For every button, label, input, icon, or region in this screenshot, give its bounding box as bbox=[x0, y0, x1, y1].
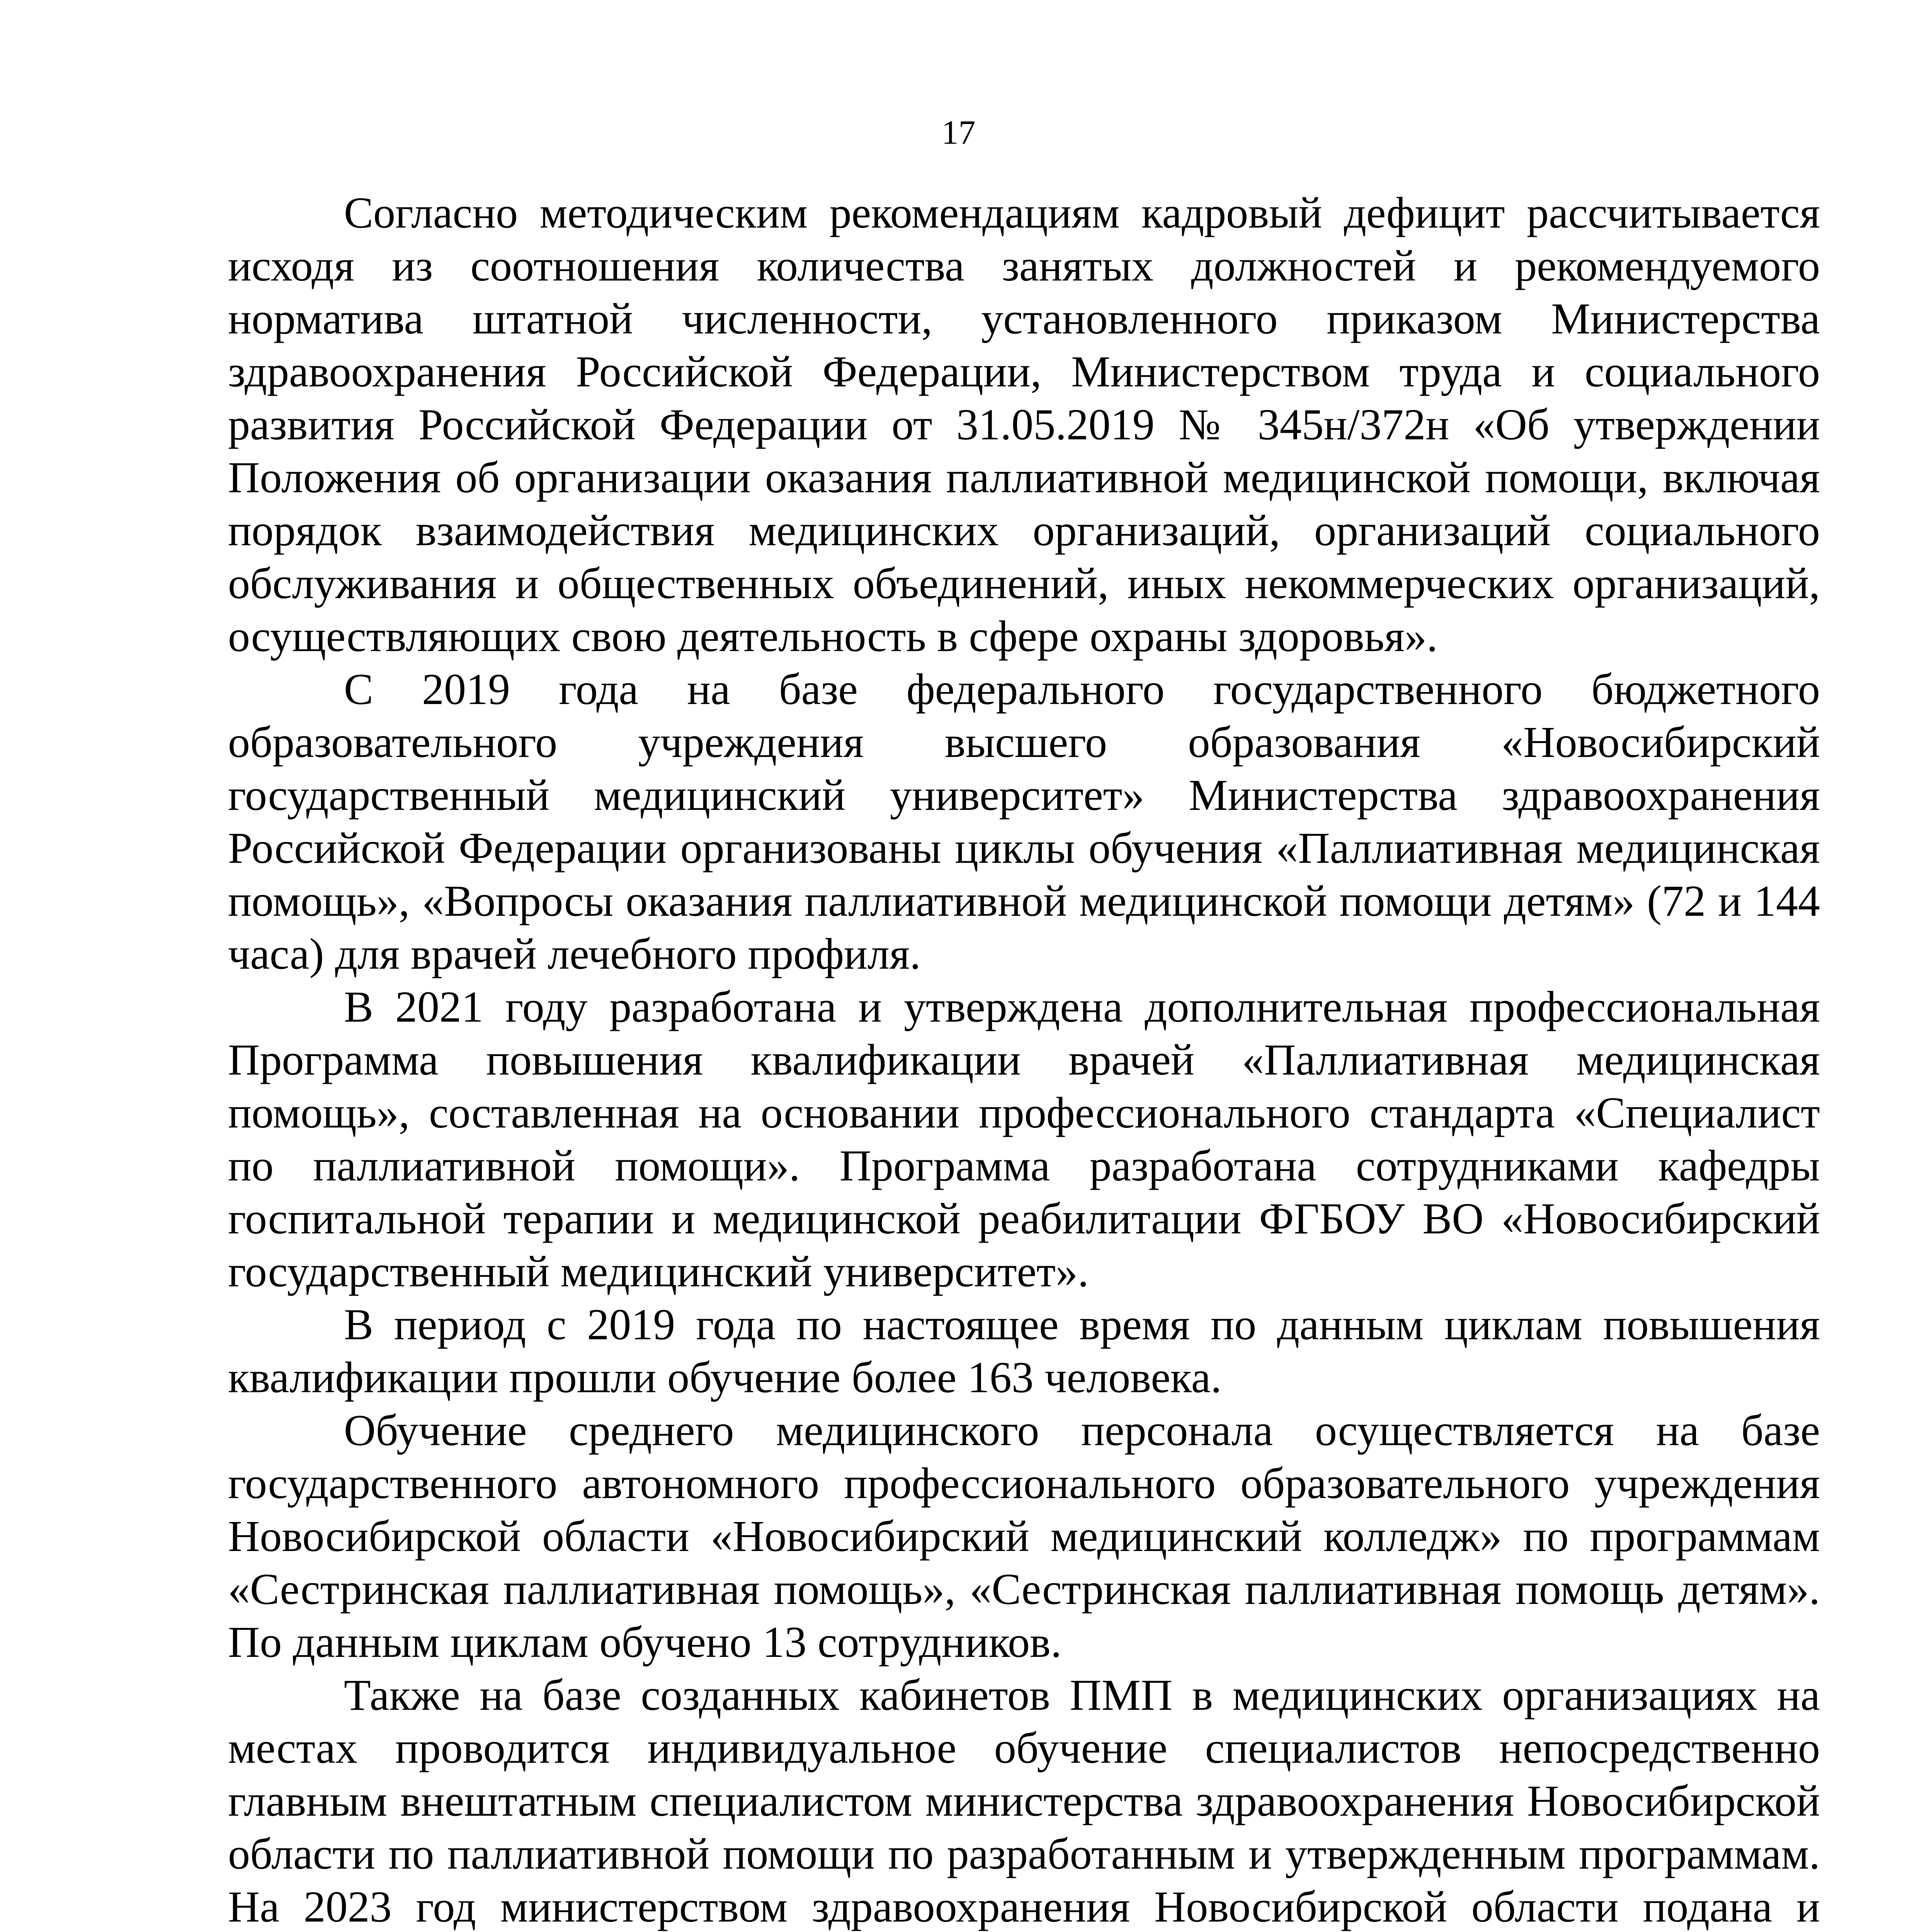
paragraph-trained-count: В период с 2019 года по настоящее время по данным циклам повышения квалификации прошли обучение более 163 человека. bbox=[228, 1300, 1820, 1402]
paragraph-staff-deficit: Согласно методическим рекомендациям кадровый дефицит рассчитывается исходя из соотношения количества занятых должностей и рекомендуемого норматива штатной численности, установленного приказом Министерства здравоохранения Российской Федерации, Министерством труда и социального развития Российской Федерации от 31.05.2019 № 345н/372н «Об утверждении Положения об организации оказания паллиативной медицинской помощи, включая порядок взаимодействия медицинских организаций, организаций социального обслуживания и общественных объединений, иных некоммерческих организаций, осуществляющих свою деятельность в сфере охраны здоровья». bbox=[228, 188, 1820, 661]
body-text bbox=[228, 186, 1820, 1932]
paragraph-nursing-training: Обучение среднего медицинского персонала осуществляется на базе государственного автономного профессионального образовательного учреждения Новосибирской области «Новосибирский медицинский колледж» по программам «Сестринская паллиативная помощь», «Сестринская паллиативная помощь детям». По данным циклам обучено 13 сотрудников. bbox=[228, 1406, 1820, 1667]
page-number: 17 bbox=[941, 114, 976, 151]
paragraph-program-2021: В 2021 году разработана и утверждена дополнительная профессиональная Программа повышения квалификации врачей «Паллиативная медицинская помощь», составленная на основании профессионального стандарта «Специалист по паллиативной помощи». Программа разработана сотрудниками кафедры госпитальной терапии и медицинской реабилитации ФГБОУ ВО «Новосибирский государственный медицинский университет». bbox=[228, 982, 1820, 1296]
paragraph-university-training: С 2019 года на базе федерального государственного бюджетного образовательного учреждения высшего образования «Новосибирский государственный медицинский университет» Министерства здравоохранения Российской Федерации организованы циклы обучения «Паллиативная медицинская помощь», «Вопросы оказания паллиативной медицинской помощи детям» (72 и 144 часа) для врачей лечебного профиля. bbox=[228, 665, 1820, 978]
paragraph-individual-training: Также на базе созданных кабинетов ПМП в медицинских организациях на местах проводится индивидуальное обучение специалистов непосредственно главным внештатным специалистом министерства здравоохранения Новосибирской области по паллиативной помощи по разработанным и утвержденным программам. На 2023 год министерством здравоохранения Новосибирской области подана и bbox=[228, 1670, 1820, 1931]
